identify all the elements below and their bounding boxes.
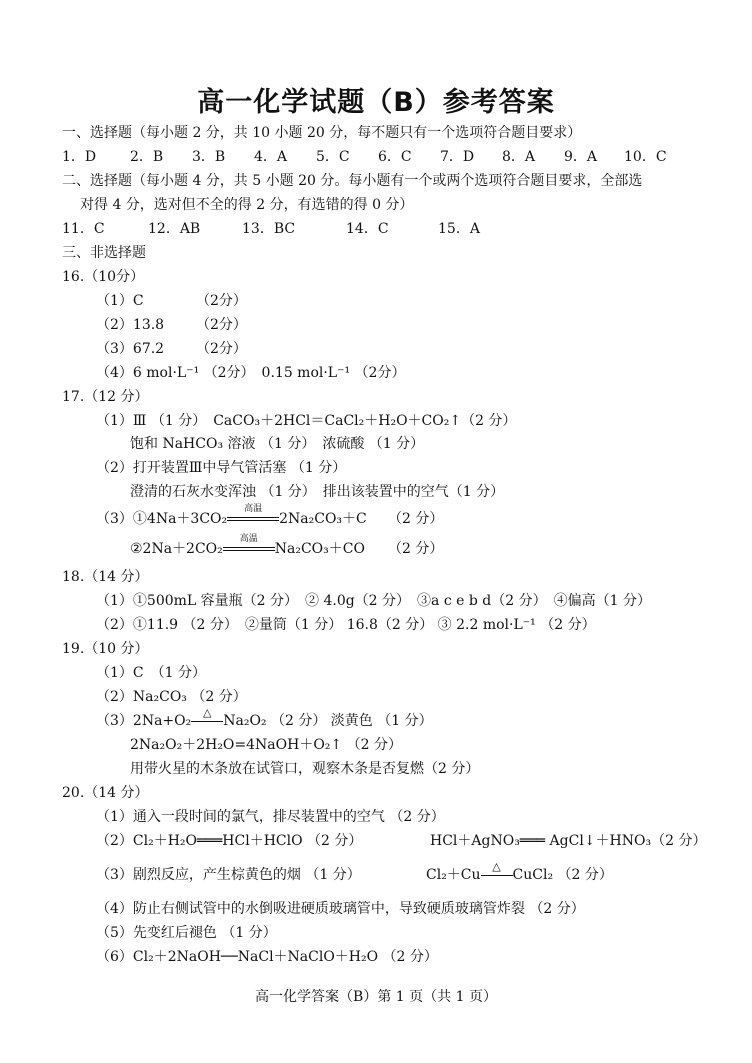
q20-heading: 20.（14 分） (62, 785, 149, 801)
q20-1: （1）通入一段时间的氯气，排尽装置中的空气 （2 分） (96, 809, 445, 825)
mc2-answers-row (62, 220, 662, 238)
q19-3-eq2: 2Na₂O₂＋2H₂O=4NaOH＋O₂↑ （2 分） (130, 737, 402, 753)
heat-symbol-2: △ (492, 860, 501, 873)
q20-3-eq (426, 860, 613, 884)
q20-6: （6）Cl₂＋2NaOH──NaCl＋NaClO＋H₂O （2 分） (96, 949, 438, 965)
q18-1: （1）①500mL 容量瓶（2 分） ② 4.0g（2 分） ③a c e b d（2 分） ④偏高（1 分） (96, 593, 651, 609)
q17-1: （1）Ⅲ （1 分） CaCO₃＋2HCl＝CaCl₂＋H₂O＋CO₂↑（2 分） (96, 413, 517, 429)
high-temp-condition (227, 504, 279, 528)
q19-heading: 19.（10 分） (62, 641, 149, 657)
mc-answers-row (62, 148, 702, 166)
q20-3-eq-left: Cl₂＋Cu (426, 867, 481, 883)
answer-10: 10．C (624, 149, 667, 165)
q20-3-eq-right: CuCl₂ （2 分） (512, 867, 613, 883)
q16-3-score: （2分） (196, 341, 247, 357)
q16-4: （4）6 mol·L⁻¹ （2分） 0.15 mol·L⁻¹ （2分） (96, 365, 406, 381)
q17-2: （2）打开装置Ⅲ中导气管活塞 （1 分） (96, 460, 347, 476)
q17-3-eq1-left: （3）①4Na＋3CO₂ (96, 511, 228, 527)
high-temp-condition-2 (223, 534, 275, 558)
q20-3: （3）剧烈反应，产生棕黄色的烟 （1 分） (96, 867, 361, 883)
answer-8: 8．A (502, 149, 536, 165)
q16-2: （2）13.8 (96, 317, 165, 333)
q20-2: （2）Cl₂＋H₂O═══HCl＋HClO （2 分） (96, 833, 363, 849)
answer-6: 6．C (378, 149, 412, 165)
q17-3-eq1-score: （2 分） (388, 511, 444, 527)
q20-4: （4）防止右侧试管中的水倒吸进硬质玻璃管中，导致硬质玻璃管炸裂 （2 分） (96, 901, 585, 917)
q19-3-left: （3）2Na+O₂ (96, 713, 192, 729)
section-2-heading: 二、选择题（每小题 4 分，共 5 小题 20 分。每小题有一个或两个选项符合题目要求，全部选 (62, 173, 643, 189)
q19-2: （2）Na₂CO₃ （2 分） (96, 689, 247, 705)
q20-5: （5）先变红后褪色 （1 分） (96, 925, 277, 941)
section-3-heading: 三、非选择题 (62, 245, 146, 261)
q17-3-eq2-left: ②2Na＋2CO₂ (130, 541, 223, 557)
section-1-heading: 一、选择题（每小题 2 分，共 10 小题 20 分，每不题只有一个选项符合题目要求） (62, 125, 582, 141)
q16-2-score: （2分） (196, 317, 247, 333)
answer-4: 4．A (254, 149, 288, 165)
q17-3-eq1-right: 2Na₂CO₃＋C (279, 511, 367, 527)
answer-3: 3．B (192, 149, 226, 165)
answer-15: 15．A (438, 221, 480, 237)
q16-heading: 16.（10分） (62, 269, 145, 285)
q19-1: （1）C （1 分） (96, 665, 206, 681)
q19-3-right: Na₂O₂ （2 分） 淡黄色 （1 分） (223, 713, 433, 729)
q17-3-eq2-right: Na₂CO₃＋CO (274, 541, 365, 557)
answer-2: 2．B (130, 149, 164, 165)
page-footer: 高一化学答案（B）第 1 页（共 1 页） (255, 989, 497, 1005)
answer-5: 5．C (316, 149, 350, 165)
q16-3: （3）67.2 (96, 341, 165, 357)
q20-2-eq2: HCl＋AgNO₃═══ AgCl↓＋HNO₃（2 分） (430, 833, 707, 849)
q17-3-eq2 (130, 534, 365, 558)
q17-3-eq2-score: （2 分） (388, 541, 444, 557)
q16-1: （1）C (96, 293, 144, 309)
q16-1-score: （2分） (196, 293, 247, 309)
page-title: 高一化学试题（B）参考答案 (197, 87, 555, 118)
q17-1-cont: 饱和 NaHCO₃ 溶液 （1 分） 浓硫酸 （1 分） (130, 436, 425, 452)
answer-1: 1．D (62, 149, 97, 165)
q17-2-cont: 澄清的石灰水变浑浊 （1 分） 排出该装置中的空气（1 分） (130, 484, 505, 500)
q19-3 (96, 706, 433, 730)
answer-9: 9．A (564, 149, 598, 165)
answer-7: 7．D (440, 149, 475, 165)
q19-3-test: 用带火星的木条放在试管口，观察木条是否复燃（2 分） (130, 761, 480, 777)
high-temp-label: 高温 (244, 504, 263, 514)
answer-11: 11．C (62, 221, 105, 237)
heat-condition-2 (481, 860, 513, 884)
high-temp-label-2: 高温 (239, 534, 258, 544)
q18-heading: 18.（14 分） (62, 569, 149, 585)
q17-3-eq1 (96, 504, 367, 528)
q17-heading: 17.（12 分） (62, 389, 149, 405)
answer-14: 14．C (346, 221, 389, 237)
answer-13: 13．BC (242, 221, 296, 237)
heat-symbol: △ (203, 706, 212, 719)
heat-condition (191, 706, 223, 730)
answer-12: 12．AB (148, 221, 201, 237)
q18-2: （2）①11.9 （2 分） ②量筒（1 分） 16.8（2 分） ③ 2.2 mol·L⁻¹ （2 分） (96, 617, 596, 633)
section-2-heading-cont: 对得 4 分，选对但不全的得 2 分，有选错的得 0 分） (80, 197, 414, 213)
